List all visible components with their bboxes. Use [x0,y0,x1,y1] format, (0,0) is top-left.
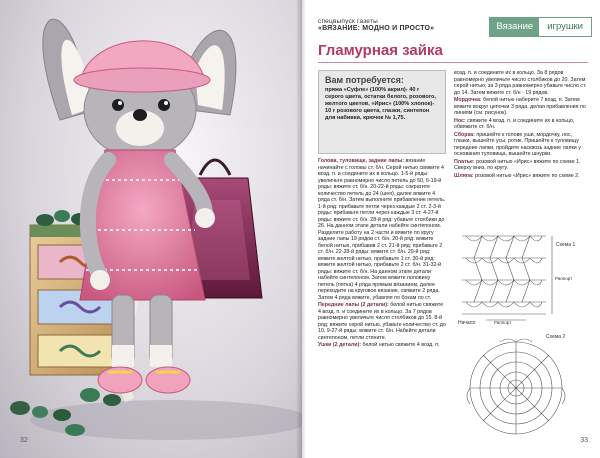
section-badge-left: Вязание [490,18,539,36]
text-page [306,0,600,458]
text-column-2 [454,70,590,180]
hat-chart-drawing [456,328,590,438]
crochet-chart-1 [456,228,590,326]
paragraph: Ушки (2 детали): белой нитью свяжите 4 возд. п. [318,342,440,348]
paragraph: Голова, туловище, задние лапы: вязание начинайте с головы ст. б/н. Серой нитью свяжите 4 возд. п. и соедините их в кольцо. 1-5-й ряды: увеличьте равномерно число петель до 50, 6-19-й ряды: вяжите ст. б/н. 20-22-й ряды: сократите количество петель до 24 (шея), далее вяжите 4 ряда ст. б/н. Затем выполните прибавление петель. 1-й ряд: прибавьте петли через каждые 2 ст. 2-3-й ряды: прибавьте петли через каждые 3 ст. 4-27-й ряды: вяжите ст. б/н. 28-й ряд: убавьте столбики до 26. На данном этапе детали набейте синтепоном. Разделите работу на 2 части и вяжите по кругу задние лапы 19 рядов ст. б/н. 20-й ряд: вяжите белой нитью, прибавив 2 ст. 21-й ряд: прибавьте 2 ст. б/н. 22-28-й ряды: вяжите ст. б/н. 29-й ряд: вяжите желтой нитью, прибавьте 1 ст. 30-й ряд: вяжите желтой нитью, прибавьте 2 ст. б/н. 31-32-й ряды: вяжите ст. б/н. На данном этапе детали набейте синтепоном. Затем вяжите половину петель (пятка) 4 ряда прямым вязанием, далее переходите на круговое вязание, свяжите 2 ряда. Затем 4 ряда вяжите, убавляя по бокам по ст. [318,158,446,301]
header-line-2: «ВЯЗАНИЕ: МОДНО И ПРОСТО» [318,25,435,32]
section-badge [489,17,592,37]
chart-1-rapport-horizontal: Раппорт [494,320,512,325]
paragraph: возд. п. и соедините их в кольцо. За 8 рядов равномерно увеличьте число столбиков до 20. Затем серой нитью, за 3 ряда равномерно убавьте число ст. до 14. Затем вяжите ст. б/н - 19 рядов. [454,70,587,96]
section-badge-right: игрушки [539,18,591,36]
chart-1-rapport-vertical: Раппорт [555,276,573,281]
page-gutter [296,0,306,458]
paragraph: Шляпа: розовой нитью «Ирис» вяжите по схеме 2. [454,172,580,179]
paragraph: Платье: розовой нитью «Ирис» вяжите по схеме 1. Сверху вниз, по кругу. [454,158,581,171]
header-line-1: спецвыпуск газеты [318,18,378,25]
crochet-chart-2 [456,328,590,438]
page-number-left: 32 [20,437,28,444]
paragraph: Мордочка: белой нитью наберите 7 возд. п. Затем вяжите вокруг цепочки 3 ряда, делая прибавления по линиям (см. рисунок). [454,97,586,116]
title-divider [318,62,588,63]
paragraph: Сборка: пришейте к голове уши, мордочку, нос, глазки, вышейте усы, ротик. Пришейте к туловищу передние лапки, пройдите насквозь задние лапки у основания туловища, вышейте шнурки. [454,131,581,157]
chart-1-label: Схема 1 [556,242,576,248]
text-column-1 [318,158,446,350]
chart-2-label: Схема 2 [546,334,566,340]
paragraph: Передние лапы (2 детали): белой нитью свяжите 4 возд. п. и соедините их в кольцо. За 7 рядов равномерно увеличьте число столбиков до 15. 8-й ряд: вяжите серой нитью, убавьте количество ст. до 10. 9-27-й ряды: вяжите ст. б/н. Набейте детали синтепоном, петли стяните. [318,302,446,341]
materials-box [318,70,446,154]
publication-header [318,18,434,32]
paragraph: Нос: свяжите 4 возд. п. и соедините их в кольцо, обвяжите ст. б/н. [454,117,575,130]
chart-1-start-label: Начало [458,320,476,326]
article-title: Гламурная зайка [318,42,443,59]
materials-text: пряжа «Суфле» (100% акрил)- 40 г серого цвета, остатки белого, розового, желтого цветов, «Ирис» (100% хлопок)- 10 г розового цвета, глазки, синтепон для набивки, крючок № 1,75. [325,87,436,121]
materials-heading: Вам потребуется: [325,75,404,85]
page-number-right: 33 [580,437,588,444]
